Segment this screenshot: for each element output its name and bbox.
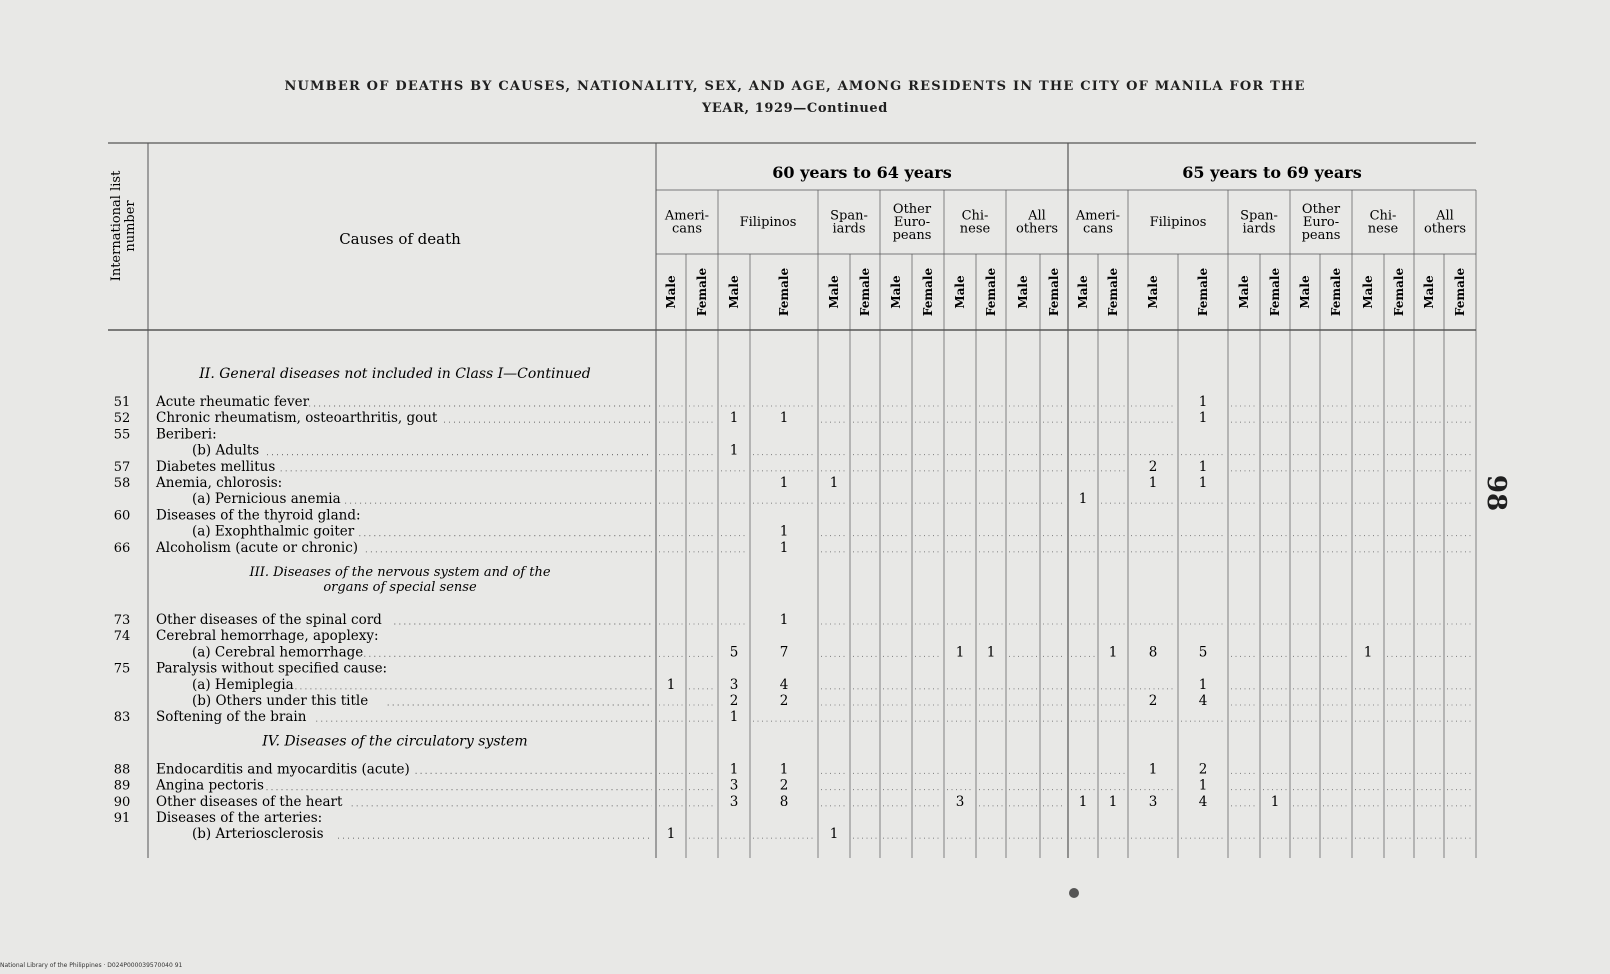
cell-value: 1 (829, 826, 839, 843)
ink-dot (1069, 888, 1079, 898)
cell-value: 1 (829, 475, 839, 491)
cell-value: 1 (1078, 491, 1088, 508)
intl-list-number: 83 (113, 710, 131, 726)
cell-value: 1 (1198, 777, 1208, 794)
sex-header: Male (727, 275, 741, 309)
cause-label: Diabetes mellitus (156, 458, 276, 475)
cell-value: 1 (1078, 793, 1088, 810)
cell-value: 3 (1148, 793, 1158, 810)
sex-header: Female (984, 267, 998, 317)
cause-label: (a) Exophthalmic goiter (192, 523, 355, 540)
cell-value: 1 (779, 475, 789, 491)
nationality-header: Ameri- (1075, 208, 1121, 224)
cell-value: 1 (729, 761, 739, 778)
footer-note: National Library of the Philippines · D024P000039570040 91 (0, 962, 183, 969)
cell-value: 1 (779, 539, 789, 556)
cause-label: Cerebral hemorrhage, apoplexy: (156, 628, 379, 645)
nationality-header: peans (892, 228, 932, 243)
cell-value: 5 (1198, 644, 1208, 661)
sex-header: Female (1453, 267, 1467, 317)
nationality-header: Span- (830, 208, 868, 224)
section-heading: II. General diseases not included in Class I—Continued (199, 366, 591, 382)
intl-list-number: 57 (113, 459, 131, 475)
nationality-header: nese (959, 221, 991, 237)
cell-value: 3 (729, 777, 739, 794)
section-heading: IV. Diseases of the circulatory system (262, 733, 528, 750)
cell-value: 1 (986, 644, 996, 661)
cause-label: (a) Cerebral hemorrhage (192, 644, 364, 661)
cell-value: 1 (1198, 410, 1208, 427)
cell-value: 1 (779, 612, 789, 628)
cell-value: 1 (729, 709, 739, 726)
causes-header: Causes of death (339, 230, 461, 248)
intl-list-number: 91 (113, 811, 131, 826)
intl-list-number: 90 (113, 794, 131, 810)
nationality-header: All (1028, 208, 1046, 224)
cause-label: Diseases of the arteries: (156, 810, 323, 826)
sex-header: Male (1361, 275, 1375, 309)
sex-header: Female (1196, 267, 1210, 317)
cell-value: 3 (955, 793, 965, 810)
cause-label: Alcoholism (acute or chronic) (156, 539, 359, 556)
sex-header: Male (827, 275, 841, 309)
cell-value: 1 (955, 644, 965, 661)
sex-header: Male (1076, 275, 1090, 309)
cell-value: 2 (779, 693, 789, 709)
cause-label: Angina pectoris (156, 777, 264, 794)
intl-list-number: 66 (113, 540, 131, 556)
cell-value: 4 (1198, 793, 1208, 810)
intl-number-header-1: International list (109, 170, 124, 282)
nationality-header: peans (1301, 228, 1341, 243)
sex-header: Female (858, 267, 872, 317)
nationality-header: Span- (1240, 208, 1278, 224)
section-heading: III. Diseases of the nervous system and of the (249, 565, 551, 580)
age-group-header: 65 years to 69 years (1182, 163, 1362, 182)
cell-value: 1 (1198, 394, 1208, 410)
cell-value: 1 (1108, 793, 1118, 810)
nationality-header: others (1015, 221, 1059, 237)
cell-value: 4 (779, 676, 789, 693)
cause-label: (b) Arteriosclerosis (192, 826, 324, 843)
nationality-header: Chi- (961, 208, 989, 224)
sex-header: Male (1146, 275, 1160, 309)
sex-header: Male (1298, 275, 1312, 309)
cell-value: 1 (1148, 761, 1158, 778)
sex-header: Female (695, 267, 709, 317)
nationality-header: All (1436, 208, 1454, 224)
age-group-header: 60 years to 64 years (772, 163, 952, 182)
cell-value: 1 (1270, 793, 1280, 810)
sex-header: Female (921, 267, 935, 317)
intl-list-number: 55 (113, 427, 131, 443)
sex-header: Male (664, 275, 678, 309)
cell-value: 8 (1148, 644, 1158, 661)
nationality-header: Euro- (893, 215, 931, 230)
nationality-header: iards (832, 221, 866, 237)
cell-value: 1 (779, 761, 789, 778)
cell-value: 1 (729, 410, 739, 427)
cell-value: 2 (779, 777, 789, 794)
cause-label: Diseases of the thyroid gland: (156, 507, 361, 524)
cell-value: 1 (779, 410, 789, 427)
nationality-header: Ameri- (664, 208, 710, 224)
cell-value: 7 (779, 644, 789, 661)
nationality-header: cans (671, 221, 703, 237)
sex-header: Female (1329, 267, 1343, 317)
cause-label: Other diseases of the spinal cord (156, 612, 382, 628)
cell-value: 1 (1363, 644, 1373, 661)
intl-list-number: 75 (113, 661, 131, 677)
intl-list-number: 88 (113, 762, 131, 778)
cause-label: Chronic rheumatism, osteoarthritis, gout (156, 410, 438, 427)
cell-value: 1 (1108, 644, 1118, 661)
sex-header: Female (1268, 267, 1282, 317)
intl-list-number: 89 (113, 778, 131, 794)
cell-value: 1 (1198, 458, 1208, 475)
nationality-header: Other (892, 202, 932, 217)
sex-header: Female (1047, 267, 1061, 317)
title-line-2: YEAR, 1929—Continued (702, 101, 888, 116)
cell-value: 2 (1198, 761, 1208, 778)
cell-value: 3 (729, 676, 739, 693)
sex-header: Male (1016, 275, 1030, 309)
cell-value: 1 (1148, 475, 1158, 491)
nationality-header: Filipinos (739, 215, 797, 230)
sex-header: Female (1106, 267, 1120, 317)
intl-list-number: 51 (113, 395, 131, 410)
nationality-header: others (1423, 221, 1467, 237)
nationality-header: Other (1301, 202, 1341, 217)
sex-header: Female (1392, 267, 1406, 317)
cause-label: Softening of the brain (156, 709, 307, 726)
cell-value: 2 (729, 693, 739, 709)
cell-value: 2 (1148, 693, 1158, 709)
cell-value: 2 (1148, 458, 1158, 475)
nationality-header: cans (1082, 221, 1114, 237)
cause-label: Anemia, chlorosis: (156, 475, 283, 491)
sex-header: Male (889, 275, 903, 309)
section-heading: organs of special sense (323, 580, 477, 595)
intl-list-number: 52 (113, 411, 131, 427)
intl-list-number: 58 (113, 476, 131, 491)
sex-header: Female (777, 267, 791, 317)
cell-value: 1 (779, 523, 789, 540)
cell-value: 1 (729, 442, 739, 459)
cause-label: Beriberi: (156, 426, 217, 443)
cause-label: (b) Adults (192, 442, 260, 459)
cell-value: 1 (1198, 475, 1208, 491)
intl-list-number: 73 (113, 613, 131, 628)
intl-list-number: 60 (113, 508, 131, 524)
nationality-header: Chi- (1369, 208, 1397, 224)
nationality-header: nese (1367, 221, 1399, 237)
sex-header: Male (1422, 275, 1436, 309)
cause-label: Acute rheumatic fever (156, 394, 310, 410)
intl-list-number: 74 (113, 629, 131, 645)
title-line-1: NUMBER OF DEATHS BY CAUSES, NATIONALITY, SEX, AND AGE, AMONG RESIDENTS IN THE CITY OF MANILA FOR THE (284, 79, 1306, 94)
cause-label: (b) Others under this title (192, 693, 369, 709)
page-number: 98 (1481, 474, 1512, 512)
sex-header: Male (1237, 275, 1251, 309)
cell-value: 4 (1198, 693, 1208, 709)
cell-value: 1 (1198, 676, 1208, 693)
intl-number-header-2: number (123, 200, 138, 252)
cause-label: Other diseases of the heart (156, 793, 343, 810)
sex-header: Male (953, 275, 967, 309)
cause-label: Paralysis without specified cause: (156, 660, 388, 677)
nationality-header: iards (1242, 221, 1276, 237)
cell-value: 8 (779, 793, 789, 810)
cell-value: 3 (729, 793, 739, 810)
cell-value: 1 (666, 826, 676, 843)
cause-label: Endocarditis and myocarditis (acute) (156, 761, 410, 778)
cell-value: 1 (666, 676, 676, 693)
nationality-header: Filipinos (1149, 215, 1207, 230)
cell-value: 5 (729, 644, 739, 661)
cause-label: (a) Hemiplegia (192, 676, 294, 693)
cause-label: (a) Pernicious anemia (192, 491, 341, 508)
nationality-header: Euro- (1302, 215, 1340, 230)
